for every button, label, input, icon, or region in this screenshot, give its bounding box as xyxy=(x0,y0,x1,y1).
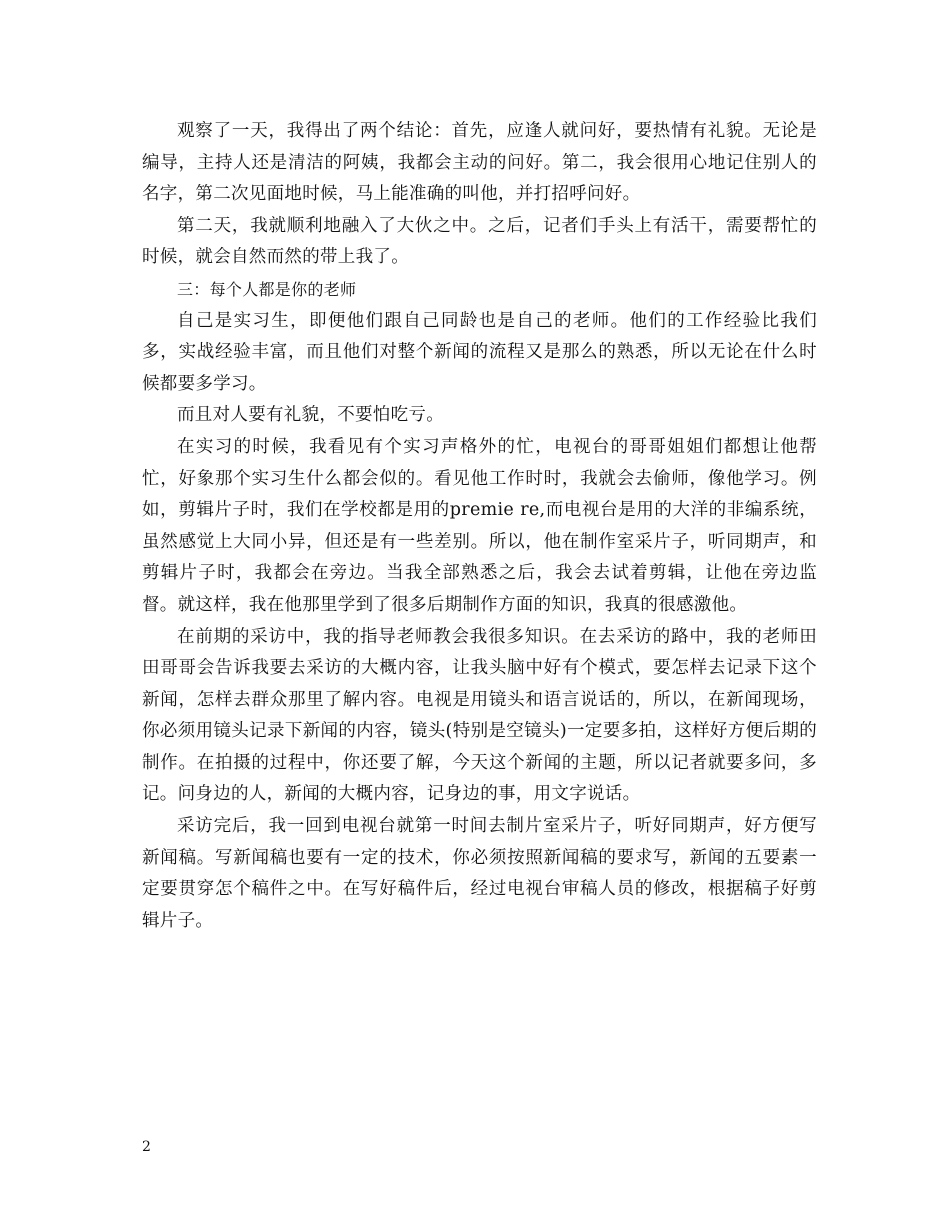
paragraph-second-day: 第二天，我就顺利地融入了大伙之中。之后，记者们手头上有活干，需要帮忙的时候，就会自然而然的带上我了。 xyxy=(142,215,817,268)
paragraph-intern-learning: 自己是实习生，即便他们跟自己同龄也是自己的老师。他们的工作经验比我们多，实战经验丰富，而且他们对整个新闻的流程又是那么的熟悉，所以无论在什么时候都要多学习。 xyxy=(142,310,817,394)
paragraph-interview-guidance: 在前期的采访中，我的指导老师教会我很多知识。在去采访的路中，我的老师田田哥哥会告诉我要去采访的大概内容，让我头脑中好有个模式，要怎样去记录下这个新闻，怎样去群众那里了解内容。电视是用镜头和语言说话的，所以，在新闻现场，你必须用镜头记录下新闻的内容，镜头(特别是空镜头)一定要多拍，这样好方便后期的制作。在拍摄的过程中，你还要了解，今天这个新闻的主题，所以记者就要多问，多记。问身边的人，新闻的大概内容，记身边的事，用文字说话。 xyxy=(142,626,817,805)
document-body xyxy=(142,116,817,937)
paragraph-busy-intern: 在实习的时候，我看见有个实习声格外的忙，电视台的哥哥姐姐们都想让他帮忙，好象那个实习生什么都会似的。看见他工作时时，我就会去偷师，像他学习。例如，剪辑片子时，我们在学校都是用的premie re,而电视台是用的大洋的非编系统，虽然感觉上大同小异，但还是有一些差别。所以，他在制作室采片子，听同期声，和剪辑片子时，我都会在旁边。当我全部熟悉之后，我会去试着剪辑，让他在旁边监督。就这样，我在他那里学到了很多后期制作方面的知识，我真的很感激他。 xyxy=(142,436,817,615)
paragraph-observation-conclusions: 观察了一天，我得出了两个结论：首先，应逢人就问好，要热情有礼貌。无论是编导，主持人还是清洁的阿姨，我都会主动的问好。第二，我会很用心地记住别人的名字，第二次见面地时候，马上能准确的叫他，并打招呼问好。 xyxy=(142,121,817,205)
paragraph-writing-news: 采访完后，我一回到电视台就第一时间去制片室采片子，听好同期声，好方便写新闻稿。写新闻稿也要有一定的技术，你必须按照新闻稿的要求写，新闻的五要素一定要贯穿怎个稿件之中。在写好稿件后，经过电视台审稿人员的修改，根据稿子好剪辑片子。 xyxy=(142,816,817,931)
page-number: 2 xyxy=(142,1139,151,1155)
paragraph-politeness: 而且对人要有礼貌，不要怕吃亏。 xyxy=(177,405,444,426)
section-heading-everyone-is-teacher: 三：每个人都是你的老师 xyxy=(177,279,357,299)
